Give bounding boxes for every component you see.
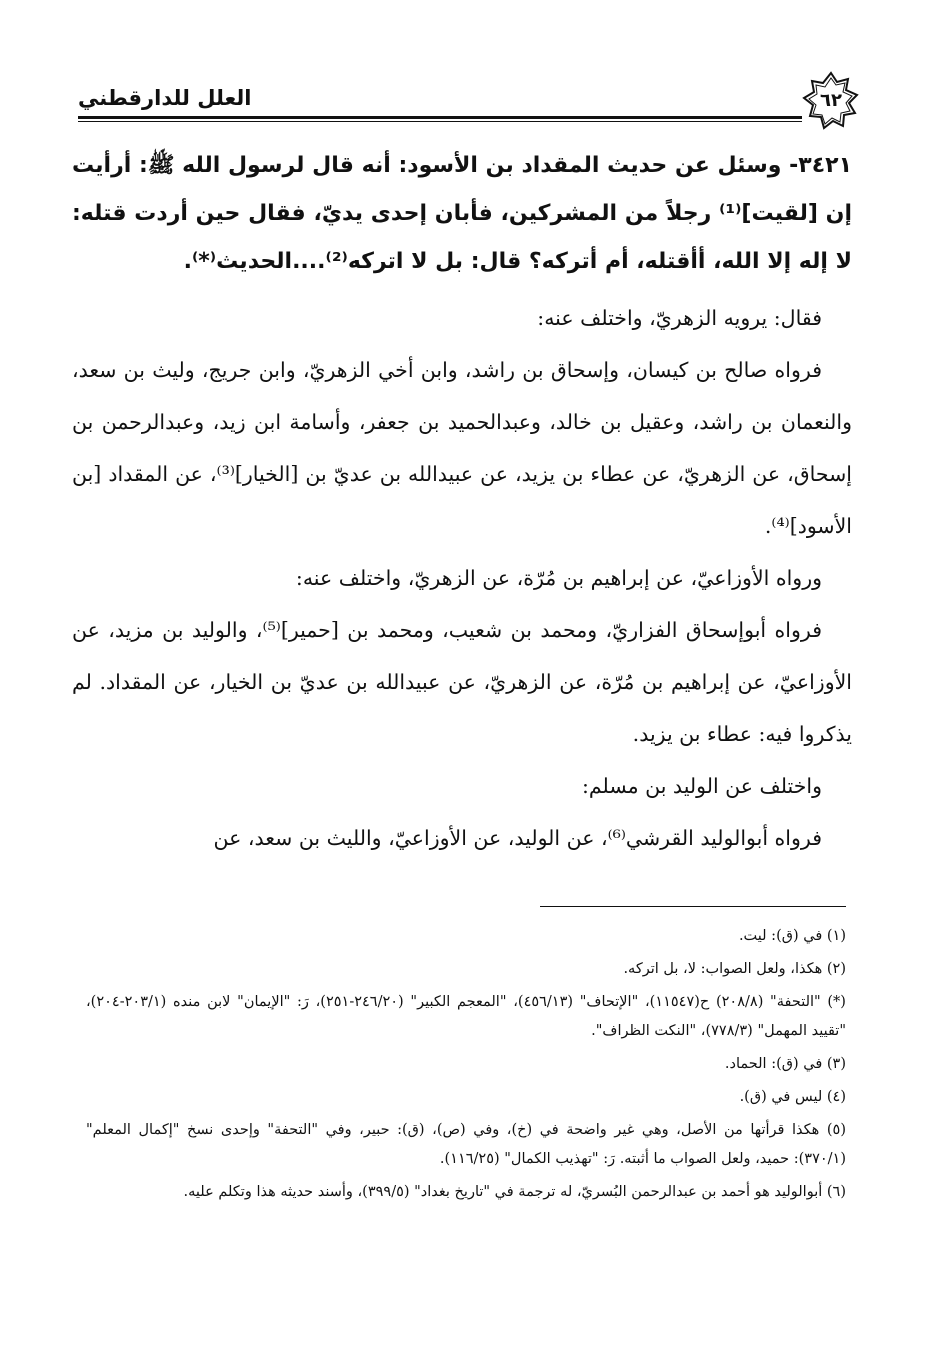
paragraph-2: فرواه صالح بن كيسان، وإسحاق بن راشد، وابن أخي الزهريّ، وابن جريج، وليث بن سعد، والنعمان بن راشد، وعقيل بن خالد، وعبدالحميد بن جعفر، وأسامة ابن زيد، وعبدالرحمن بن إسحاق، عن الزهريّ، عن عطاء بن يزيد، عن عبيدالله بن عديّ بن [الخيار]⁽³⁾، عن المقداد [بن الأسود]⁽⁴⁾.: [72, 358, 852, 538]
main-text: [72, 142, 852, 864]
page-number-badge: [800, 70, 862, 132]
page-header: [62, 70, 862, 130]
paragraph-1: فقال: يرويه الزهريّ، واختلف عنه:: [537, 306, 822, 330]
page-number: ٦٢: [820, 90, 842, 111]
paragraph-6: فرواه أبوالوليد القرشي⁽⁶⁾، عن الوليد، عن الأوزاعيّ، والليث بن سعد، عن: [213, 826, 822, 850]
hadith-question: ٣٤٢١- وسئل عن حديث المقداد بن الأسود: أنه قال لرسول الله ﷺ: أرأيت إن [لقيت]⁽¹⁾ رجلاً من المشركين، فأبان إحدى يديّ، فقال حين أردت قتله: لا إله إلا الله، أأقتله، أم أتركه؟ قال: بل لا اتركه⁽²⁾....الحديث⁽*⁾.: [72, 153, 852, 274]
paragraph-4: فرواه أبوإسحاق الفزاريّ، ومحمد بن شعيب، ومحمد بن [حمير]⁽⁵⁾، والوليد بن مزيد، عن الأوزاعيّ، عن إبراهيم بن مُرّة، عن الزهريّ، عن عبيدالله بن عديّ بن الخيار، عن المقداد. لم يذكروا فيه: عطاء بن يزيد.: [72, 618, 852, 746]
footnote-separator: [540, 906, 846, 907]
paragraph-5: واختلف عن الوليد بن مسلم:: [581, 774, 822, 798]
footnote-3: (٣) في (ق): الحماد.: [724, 1056, 846, 1072]
header-rule-thick: [78, 116, 802, 119]
footnote-4: (٤) ليس في (ق).: [739, 1089, 846, 1105]
footnotes: [86, 922, 846, 1211]
footnote-2: (٢) هكذا، ولعل الصواب: لا، بل اتركه.: [623, 961, 846, 977]
footnote-1: (١) في (ق): ليت.: [738, 928, 846, 944]
footnote-6: (٦) أبوالوليد هو أحمد بن عبدالرحمن البُسريّ، له ترجمة في "تاريخ بغداد" (٣٩٩/٥)، وأسند حديثه هذا وتكلم عليه.: [183, 1184, 846, 1200]
book-title: العلل للدارقطني: [78, 86, 252, 110]
footnote-star: (*) "التحفة" (٢٠٨/٨) ح(١١٥٤٧)، "الإتحاف" (٤٥٦/١٣)، "المعجم الكبير" (٢٤٦/٢٠-٢٥١)، رَ: "الإيمان" لابن منده (٢٠٣/١-٢٠٤)، "تقييد المهمل" (٧٧٨/٣)، "النكت الظراف".: [86, 994, 846, 1039]
header-rule-thin: [78, 121, 802, 122]
paragraph-3: ورواه الأوزاعيّ، عن إبراهيم بن مُرّة، عن الزهريّ، واختلف عنه:: [295, 566, 822, 590]
footnote-5: (٥) هكذا قرأتها من الأصل، وهي غير واضحة في (خ)، وفي (ص)، (ق): حبير، وفي "التحفة" وإحدى نسخ "إكمال المعلم" (٣٧٠/١): حميد، ولعل الصواب ما أثبته. رَ: "تهذيب الكمال" (١١٦/٢٥).: [86, 1122, 846, 1167]
